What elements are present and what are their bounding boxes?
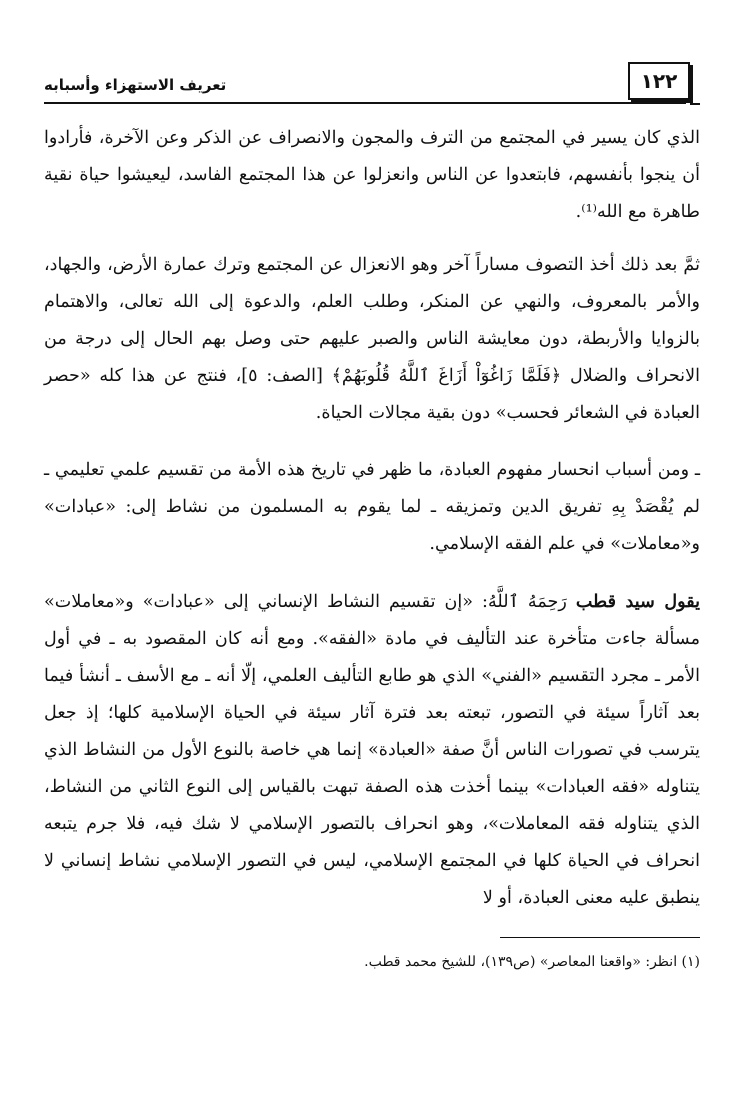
header-rule	[44, 102, 686, 104]
footnote-separator	[500, 937, 700, 938]
body-text	[44, 120, 700, 917]
page-header	[44, 62, 700, 114]
quote-author: يقول سيد قطب	[575, 591, 701, 612]
footnote: (١) انظر: «واقعنا المعاصر» (ص١٣٩)، للشيخ محمد قطب.	[364, 954, 700, 970]
paragraph-1: الذي كان يسير في المجتمع من الترف والمجون والانصراف عن الذكر وعن الآخرة، فأرادوا أن ينجوا بأنفسهم، فابتعدوا عن الناس وانعزلوا عن هذا المجتمع الفاسد، ليعيشوا حياة نقية طاهرة مع الله⁽¹⁾.	[44, 128, 700, 222]
book-page	[44, 62, 700, 976]
quote-text: : «إن تقسيم النشاط الإنساني إلى «عبادات» و«معاملات» مسألة جاءت متأخرة عند التأليف في مادة «الفقه». ومع أنه كان المقصود به ـ في أول الأمر ـ مجرد التقسيم «الفني» الذي هو طابع التأليف العلمي، إلّا أنه ـ مع الأسف ـ أنشأ فيما بعد آثاراً سيئة في التصور، تبعته بعد فترة آثار سيئة في الحياة الإسلامية كلها؛ إذ جعل يترسب في تصورات الناس أنَّ صفة «العبادة» إنما هي خاصة بالنوع الأول من النشاط الذي يتناوله «فقه العبادات» بينما أخذت هذه الصفة تبهت بالقياس إلى النوع الثاني من النشاط، الذي يتناوله فقه المعاملات»، وهو انحراف بالتصور الإسلامي لا شك فيه، فلا جرم يتبعه انحراف في الحياة كلها في المجتمع الإسلامي، ليس في التصور الإسلامي نشاط إنساني لا ينطبق عليه معنى العبادة، أو لا	[44, 592, 700, 908]
page-number-box: ١٢٢	[628, 62, 690, 100]
paragraph-3: ـ ومن أسباب انحسار مفهوم العبادة، ما ظهر في تاريخ هذه الأمة من تقسيم علمي تعليمي ـ لم يُقْصَدْ بِهِ تفريق الدين وتمزيقه ـ لما يقوم به المسلمون من نشاط إلى: «عبادات» و«معاملات» في علم الفقه الإسلامي.	[44, 460, 700, 554]
running-title: تعريف الاستهزاء وأسبابه	[44, 76, 227, 94]
paragraph-2: ثمَّ بعد ذلك أخذ التصوف مساراً آخر وهو الانعزال عن المجتمع وترك عمارة الأرض، والجهاد، والأمر بالمعروف، والنهي عن المنكر، وطلب العلم، والدعوة إلى الله تعالى، والاهتمام بالزوايا والأربطة، دون معايشة الناس والصبر عليهم حتى وصل بهم الحال إلى درجة من الانحراف والضلال ﴿فَلَمَّا زَاغُوٓاْ أَزَاغَ ٱللَّهُ قُلُوبَهُمْ﴾ [الصف: ٥]، فنتج عن هذا كله «حصر العبادة في الشعائر فحسب» دون بقية مجالات الحياة.	[44, 255, 700, 423]
quote-honorific: رَحِمَهُ ٱللَّهُ	[487, 592, 567, 612]
quote-paragraph	[44, 583, 700, 917]
